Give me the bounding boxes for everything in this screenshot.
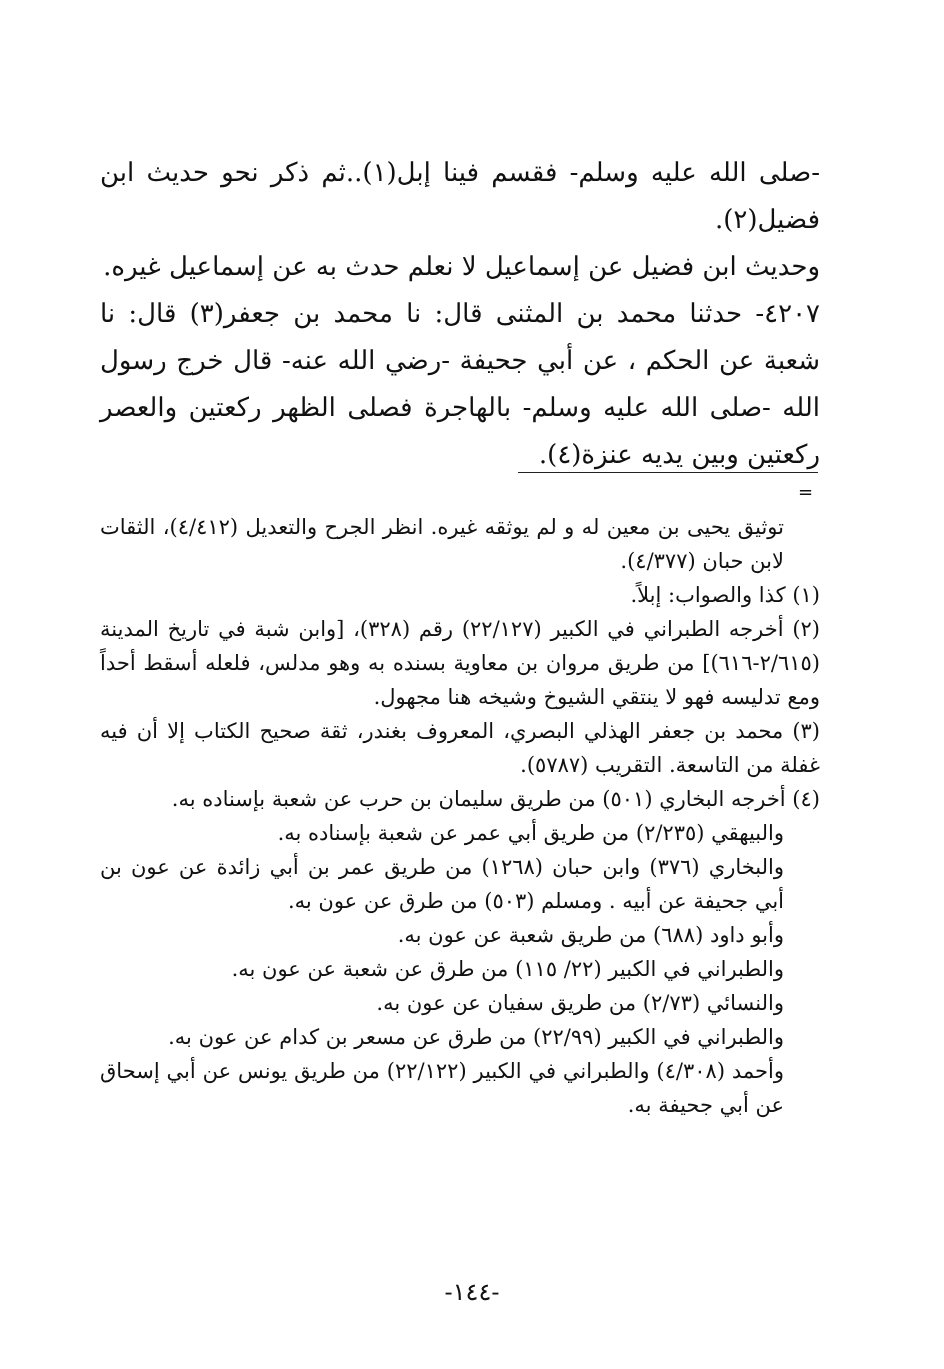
footnote-4-line: وأحمد (٤/٣٠٨) والطبراني في الكبير (٢٢/١٢٢) من طريق يونس عن أبي إسحاق عن أبي جحيفة به. (100, 1059, 784, 1117)
continuation-mark: = (798, 482, 814, 503)
main-line-2: وحديث ابن فضيل عن إسماعيل لا نعلم حدث به عن إسماعيل غيره. (103, 252, 820, 282)
footnote-1: (١) كذا والصواب: إبلاً. (630, 583, 820, 607)
footnote-4-line: والطبراني في الكبير (٢٢/ ١١٥) من طرق عن شعبة عن عون به. (231, 957, 784, 981)
page-number: -١٤٤- (444, 1278, 500, 1306)
footnote-4-line: والبيهقي (٢/٢٣٥) من طريق أبي عمر عن شعبة بإسناده به. (277, 821, 784, 845)
footnote-2: (٢) أخرجه الطبراني في الكبير (٢٢/١٢٧) رقم (٣٢٨)، [وابن شبة في تاريخ المدينة (٢/٦١٥-٦١٦)] من طريق مروان بن معاوية بسنده به وهو مدلس، فلعله أسقط أحداً ومع تدليسه فهو لا ينتقي الشيوخ وشيخه هنا مجهول. (100, 617, 820, 709)
footnote-separator (518, 472, 818, 473)
footnote-4-line: وأبو داود (٦٨٨) من طريق شعبة عن عون به. (397, 923, 784, 947)
footnote-4: (٤) أخرجه البخاري (٥٠١) من طريق سليمان بن حرب عن شعبة بإسناده به. (171, 787, 820, 811)
footnotes (100, 510, 820, 1122)
main-line-1: -صلى الله عليه وسلم- فقسم فينا إبل(١)..ثم ذكر نحو حديث ابن فضيل(٢). (100, 158, 821, 235)
main-text (100, 150, 820, 479)
footnote-4-line: والطبراني في الكبير (٢٢/٩٩) من طرق عن مسعر بن كدام عن عون به. (168, 1025, 784, 1049)
hadith-4207: ٤٢٠٧- حدثنا محمد بن المثنى قال: نا محمد بن جعفر(٣) قال: نا شعبة عن الحكم ، عن أبي جحيفة -رضي الله عنه- قال خرج رسول الله -صلى الله عليه وسلم- بالهاجرة فصلى الظهر ركعتين والعصر ركعتين وبين يديه عنزة(٤). (100, 299, 820, 470)
footnote-continuation: توثيق يحيى بن معين له و لم يوثقه غيره. انظر الجرح والتعديل (٤/٤١٢)، الثقات لابن حبان (٤/٣٧٧). (100, 515, 785, 573)
footnote-4-line: والبخاري (٣٧٦) وابن حبان (١٢٦٨) من طريق عمر بن أبي زائدة عن عون بن أبي جحيفة عن أبيه . ومسلم (٥٠٣) من طرق عن عون به. (100, 855, 785, 913)
footnote-3: (٣) محمد بن جعفر الهذلي البصري، المعروف بغندر، ثقة صحيح الكتاب إلا أن فيه غفلة من التاسعة. التقريب (٥٧٨٧). (100, 719, 820, 777)
footnote-4-line: والنسائي (٢/٧٣) من طريق سفيان عن عون به. (376, 991, 784, 1015)
